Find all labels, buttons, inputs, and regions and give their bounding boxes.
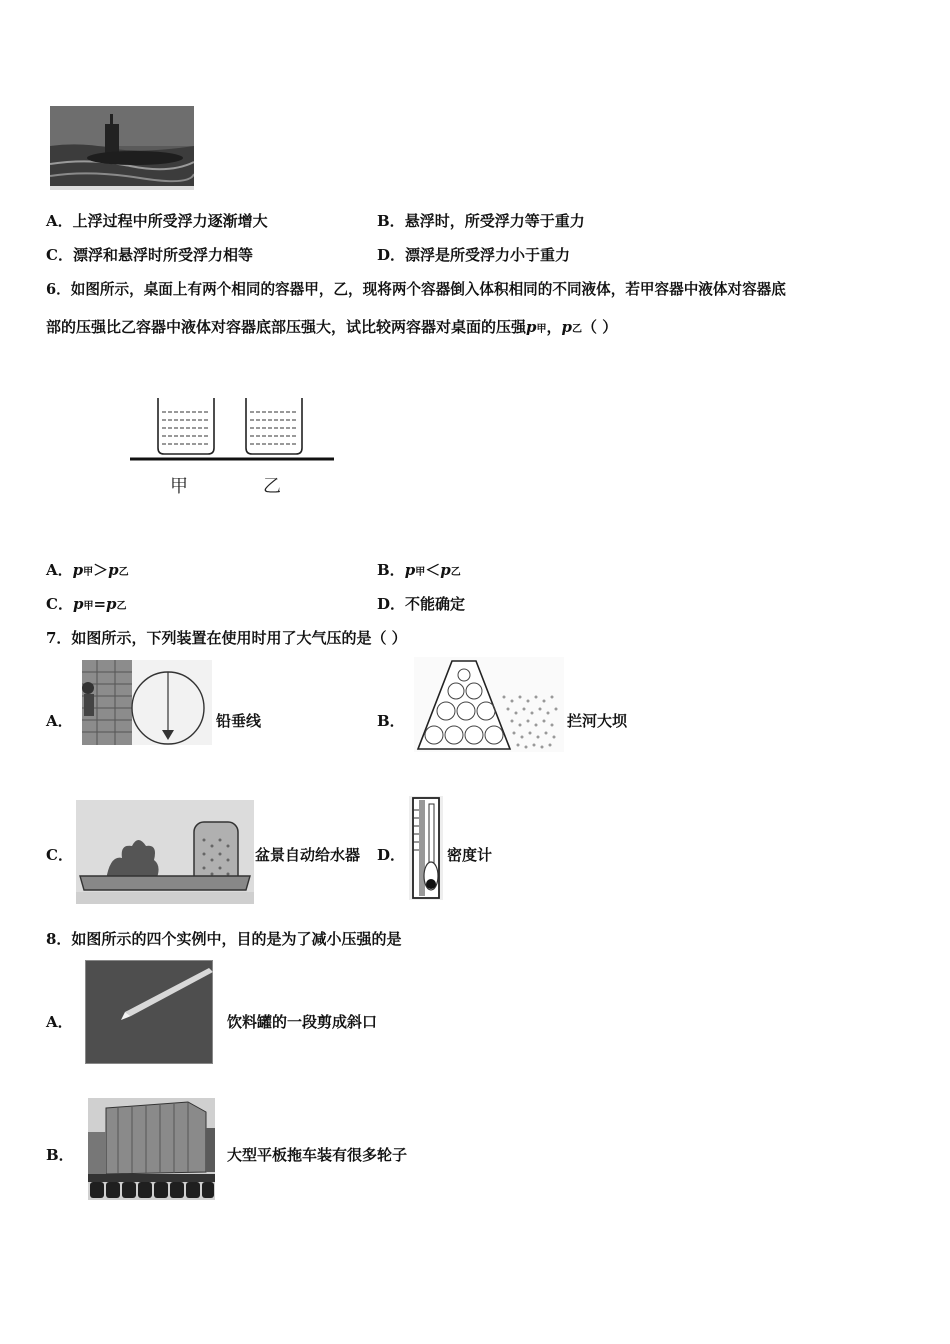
q8-stem: 8．如图所示的四个实例中，目的是为了减小压强的是 [46,930,402,948]
plumb-line-image [82,660,212,745]
q8-option-b-letter[interactable]: B． [46,1146,74,1164]
dam-image [414,657,564,752]
q5-option-d[interactable]: D．漂浮是所受浮力小于重力 [377,246,571,264]
q6-stem-line1: 6．如图所示，桌面上有两个相同的容器甲，乙，现将两个容器倒入体积相同的不同液体，若甲容器中液体对容器底 [46,281,786,298]
q6-option-b[interactable]: B．p甲＜p乙 [377,561,461,579]
q7-stem: 7．如图所示，下列装置在使用时用了大气压的是（ ） [46,629,407,647]
q5-option-a[interactable]: A．上浮过程中所受浮力逐渐增大 [46,212,268,230]
submarine-photo [50,106,194,190]
label-jia: 甲 [170,476,188,497]
q7-option-d-label: 密度计 [447,846,493,864]
containers-diagram [128,392,338,502]
q7-option-a-label: 铅垂线 [216,712,262,730]
q8-option-a-letter[interactable]: A． [46,1013,73,1031]
q7-option-c-letter[interactable]: C． [46,846,73,864]
q5-option-c[interactable]: C．漂浮和悬浮时所受浮力相等 [46,246,253,264]
q5-option-b[interactable]: B．悬浮时，所受浮力等于重力 [377,212,585,230]
auto-waterer-image [76,800,254,904]
straw-cut-image [85,960,213,1064]
q6-option-a[interactable]: A．p甲＞p乙 [46,561,129,579]
label-yi: 乙 [263,476,281,497]
q7-option-b-label: 拦河大坝 [567,712,628,730]
q6-option-d[interactable]: D．不能确定 [377,595,466,613]
q6-option-c[interactable]: C．p甲=p乙 [46,595,127,613]
flatbed-trailer-image [88,1098,215,1200]
q8-option-a-label: 饮料罐的一段剪成斜口 [227,1013,378,1031]
q8-option-b-label: 大型平板拖车装有很多轮子 [227,1146,408,1164]
q7-option-a-letter[interactable]: A． [46,712,73,730]
q7-option-c-label: 盆景自动给水器 [255,846,361,864]
q7-option-b-letter[interactable]: B． [377,712,405,730]
q7-option-d-letter[interactable]: D． [377,846,406,864]
hydrometer-image [409,796,443,900]
q6-stem-line2: 部的压强比乙容器中液体对容器底部压强大，试比较两容器对桌面的压强p甲，p乙（ ） [46,318,618,336]
